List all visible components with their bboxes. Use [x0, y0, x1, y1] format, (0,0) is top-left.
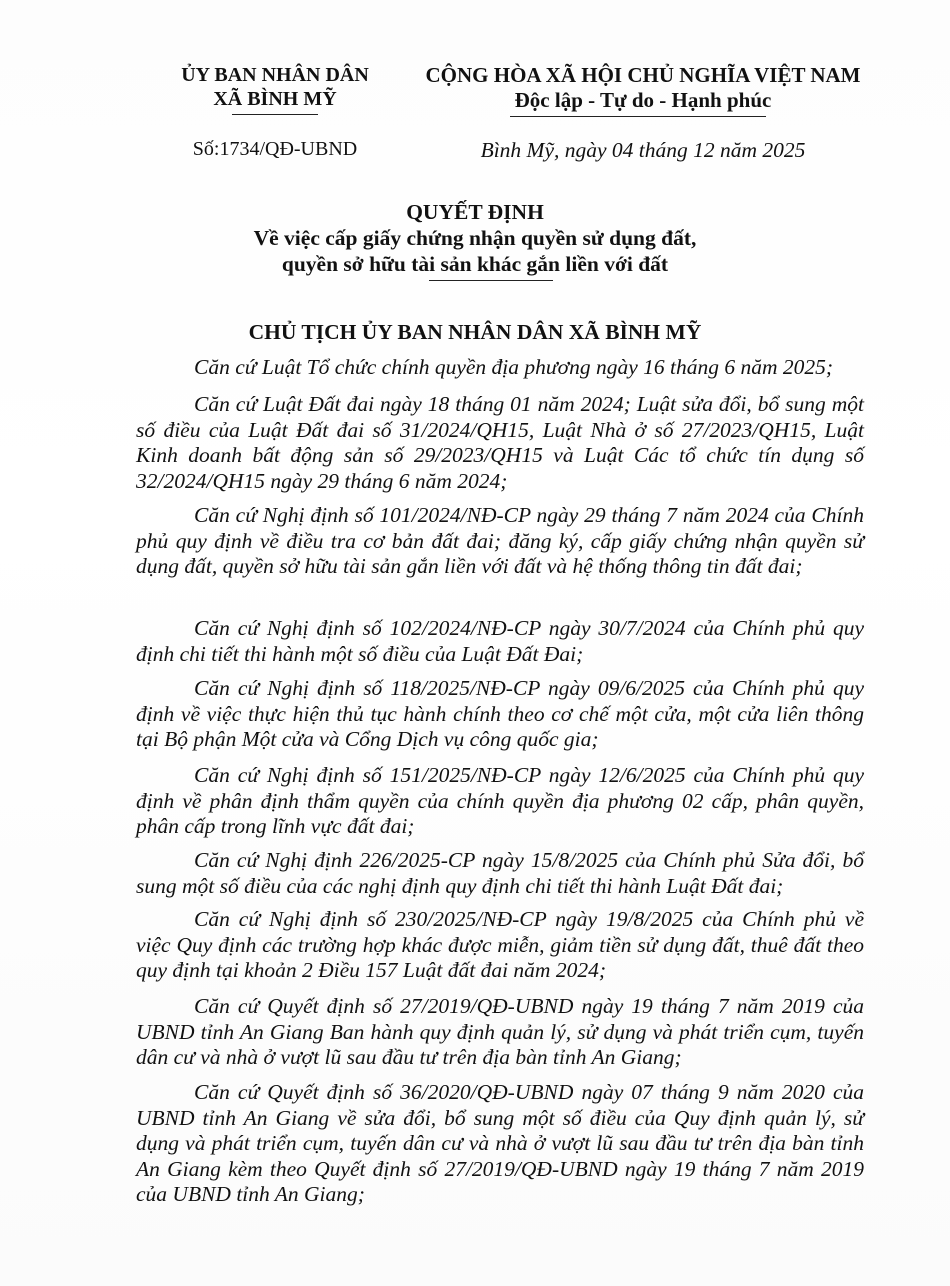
- legal-basis-6: Căn cứ Nghị định số 151/2025/NĐ-CP ngày 12/6/2025 của Chính phủ quy định về phân định thẩm quyền của chính quyền địa phương 02 cấp, phân quyền, phân cấp trong lĩnh vực đất đai;: [136, 763, 864, 838]
- legal-basis-5: Căn cứ Nghị định số 118/2025/NĐ-CP ngày 09/6/2025 của Chính phủ quy định về việc thực hiện thủ tục hành chính theo cơ chế một cửa, một cửa liên thông tại Bộ phận Một cửa và Cổng Dịch vụ công quốc gia;: [136, 676, 864, 751]
- legal-basis-7: Căn cứ Nghị định 226/2025-CP ngày 15/8/2025 của Chính phủ Sửa đổi, bổ sung một số điều của các nghị định quy định chi tiết thi hành Luật Đất đai;: [136, 848, 864, 898]
- agency-underline: [232, 114, 318, 115]
- legal-basis-9: Căn cứ Quyết định số 27/2019/QĐ-UBND ngày 19 tháng 7 năm 2019 của UBND tỉnh An Giang Ban hành quy định quản lý, sử dụng và phát triển cụm, tuyến dân cư và nhà ở vượt lũ sau đầu tư trên địa bàn tỉnh An Giang;: [136, 994, 864, 1069]
- legal-basis-8: Căn cứ Nghị định số 230/2025/NĐ-CP ngày 19/8/2025 của Chính phủ về việc Quy định các trường hợp khác được miễn, giảm tiền sử dụng đất, thuê đất theo quy định tại khoản 2 Điều 157 Luật đất đai năm 2024;: [136, 907, 864, 982]
- legal-basis-10: Căn cứ Quyết định số 36/2020/QĐ-UBND ngày 07 tháng 9 năm 2020 của UBND tỉnh An Giang về sửa đổi, bổ sung một số điều của Quy định quản lý, sử dụng và phát triển cụm, tuyến dân cư và nhà ở vượt lũ sau đầu tư trên địa bàn tỉnh An Giang kèm theo Quyết định số 27/2019/QĐ-UBND ngày 19 tháng 7 năm 2019 của UBND tỉnh An Giang;: [136, 1080, 864, 1206]
- document-type: QUYẾT ĐỊNH: [406, 200, 544, 224]
- legal-basis-1: Căn cứ Luật Tổ chức chính quyền địa phương ngày 16 tháng 6 năm 2025;: [194, 355, 834, 379]
- issuing-authority: CHỦ TỊCH ỦY BAN NHÂN DÂN XÃ BÌNH MỸ: [248, 320, 702, 344]
- agency-commune: XÃ BÌNH MỸ: [213, 88, 337, 110]
- document-subject-line-2: quyền sở hữu tài sản khác gắn liền với đất: [281, 252, 669, 276]
- national-motto: Độc lập - Tự do - Hạnh phúc: [514, 88, 772, 112]
- legal-basis-4: Căn cứ Nghị định số 102/2024/NĐ-CP ngày 30/7/2024 của Chính phủ quy định chi tiết thi hành một số điều của Luật Đất Đai;: [136, 616, 864, 666]
- motto-underline: [510, 116, 766, 117]
- national-title: CỘNG HÒA XÃ HỘI CHỦ NGHĨA VIỆT NAM: [425, 63, 861, 87]
- legal-basis-3: Căn cứ Nghị định số 101/2024/NĐ-CP ngày 29 tháng 7 năm 2024 của Chính phủ quy định về điều tra cơ bản đất đai; đăng ký, cấp giấy chứng nhận quyền sử dụng đất, quyền sở hữu tài sản gắn liền với đất và hệ thống thông tin đất đai;: [136, 503, 864, 578]
- place-date: Bình Mỹ, ngày 04 tháng 12 năm 2025: [480, 138, 806, 162]
- document-subject-line-1: Về việc cấp giấy chứng nhận quyền sử dụng đất,: [253, 226, 697, 250]
- legal-basis-2: Căn cứ Luật Đất đai ngày 18 tháng 01 năm 2024; Luật sửa đổi, bổ sung một số điều của Luật Đất đai số 31/2024/QH15, Luật Nhà ở số 27/2023/QH15, Luật Kinh doanh bất động sản số 29/2023/QH15 và Luật Các tổ chức tín dụng số 32/2024/QH15 ngày 29 tháng 6 năm 2024;: [136, 392, 864, 493]
- document-number: Số:1734/QĐ-UBND: [192, 138, 358, 160]
- agency-name: ỦY BAN NHÂN DÂN: [181, 64, 369, 86]
- subject-underline: [429, 280, 553, 281]
